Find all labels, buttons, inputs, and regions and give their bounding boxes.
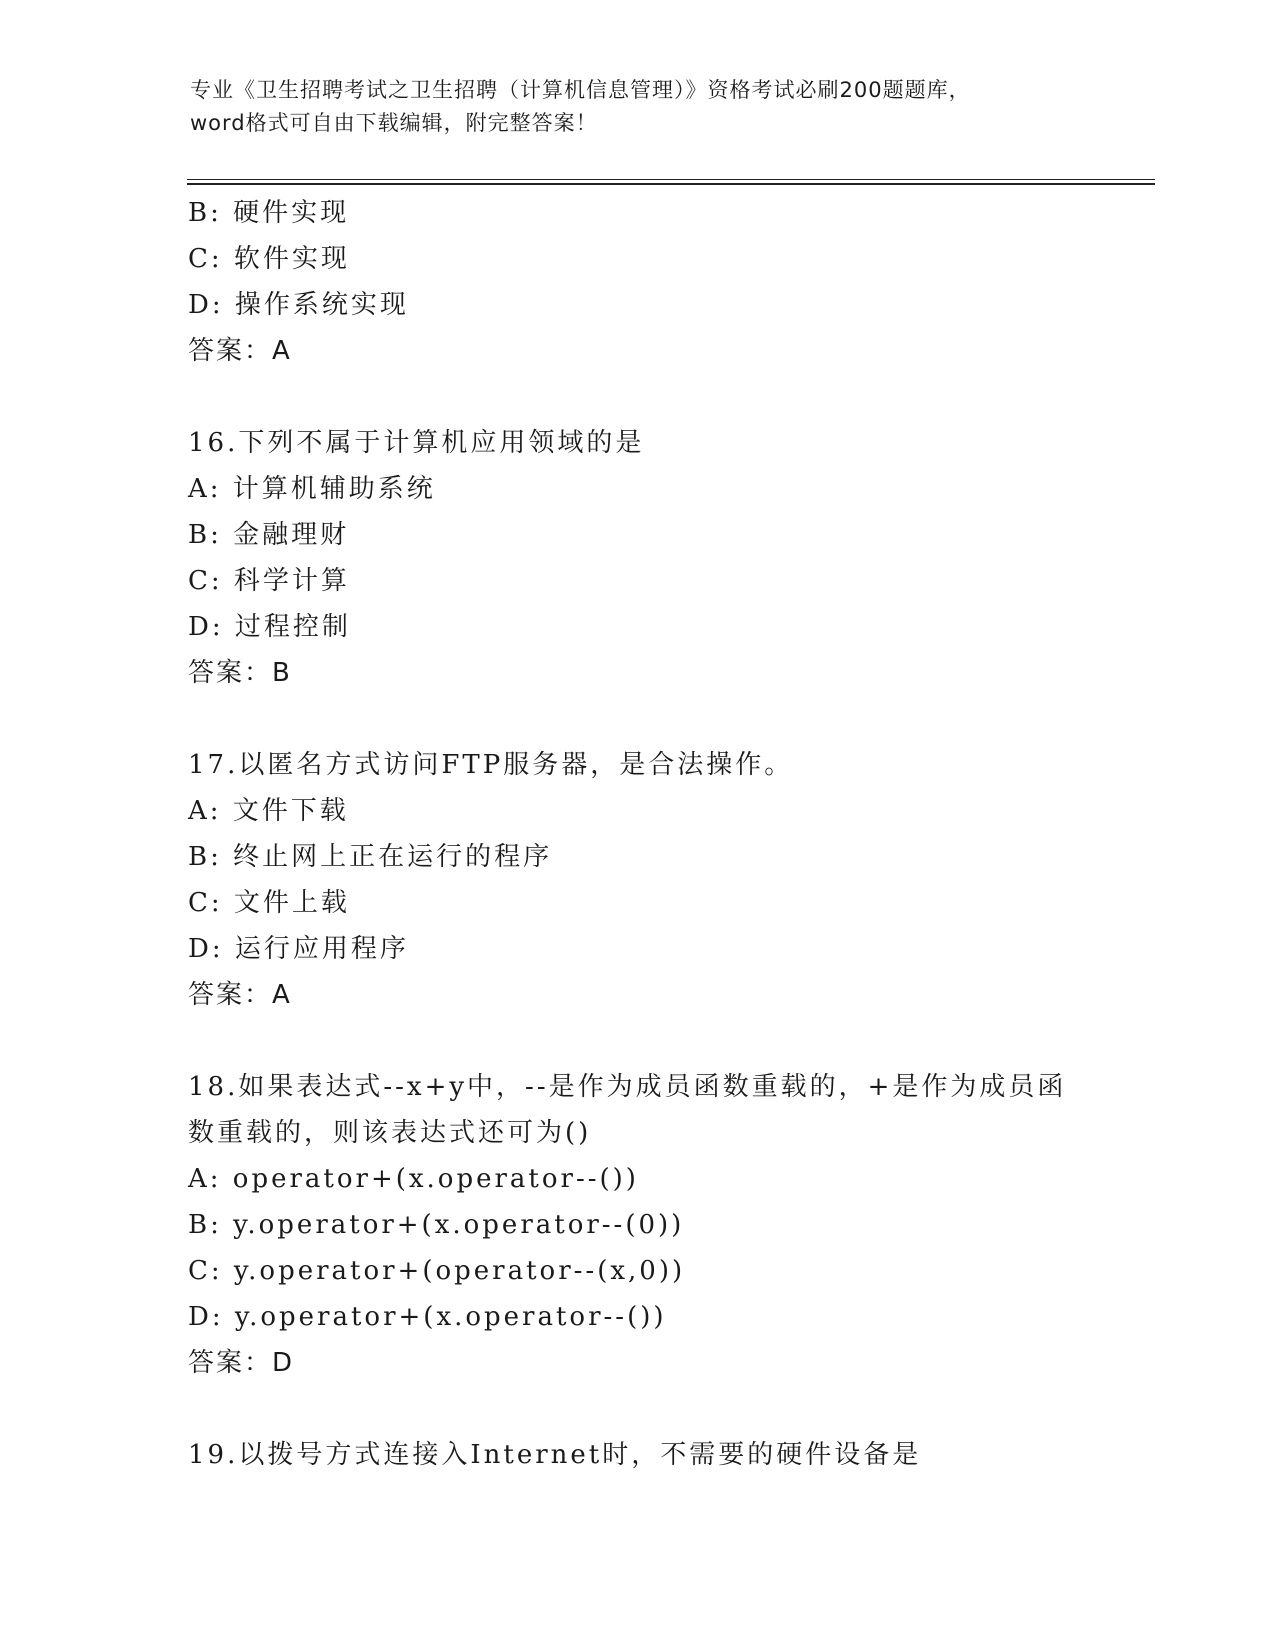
spacer: [188, 1018, 1088, 1064]
option-c: C: 文件上载: [188, 888, 350, 918]
option-d: D: 运行应用程序: [188, 934, 409, 964]
option-d: D: 过程控制: [188, 612, 351, 642]
option-a: A: 计算机辅助系统: [188, 474, 436, 504]
option-b: B: 硬件实现: [188, 198, 350, 228]
option-b: B: y.operator+(x.operator--(0)): [188, 1210, 685, 1240]
option-a: A: operator+(x.operator--()): [188, 1164, 639, 1194]
document-header: [190, 74, 1090, 140]
question-text: 17.以匿名方式访问FTP服务器，是合法操作。: [188, 750, 794, 780]
question-text: 16.下列不属于计算机应用领域的是: [188, 428, 645, 458]
spacer: [188, 374, 1088, 420]
question-17: [188, 742, 1088, 1018]
answer: 答案：A: [188, 336, 292, 366]
option-d: D: 操作系统实现: [188, 290, 409, 320]
option-c: C: 软件实现: [188, 244, 350, 274]
question-18: [188, 1064, 1088, 1386]
header-line-2: word格式可自由下载编辑，附完整答案！: [190, 111, 598, 135]
answer: 答案：A: [188, 980, 292, 1010]
question-fragment: [188, 190, 1088, 374]
option-b: B: 终止网上正在运行的程序: [188, 842, 553, 872]
question-19: [188, 1432, 1088, 1478]
header-rule-thick: [187, 183, 1155, 185]
option-a: A: 文件下载: [188, 796, 349, 826]
header-rule-thin: [187, 179, 1155, 180]
question-16: [188, 420, 1088, 696]
question-list: [188, 190, 1088, 1478]
spacer: [188, 1386, 1088, 1432]
answer: 答案：D: [188, 1348, 295, 1378]
question-text: 19.以拨号方式连接入Internet时，不需要的硬件设备是: [188, 1440, 922, 1470]
answer: 答案：B: [188, 658, 292, 688]
header-line-1: 专业《卫生招聘考试之卫生招聘（计算机信息管理）》资格考试必刷200题题库，: [190, 78, 971, 102]
option-d: D: y.operator+(x.operator--()): [188, 1302, 667, 1332]
spacer: [188, 696, 1088, 742]
option-c: C: y.operator+(operator--(x,0)): [188, 1256, 686, 1286]
option-b: B: 金融理财: [188, 520, 350, 550]
question-text: 18.如果表达式--x+y中，--是作为成员函数重载的，+是作为成员函数重载的，则该表达式还可为(): [188, 1072, 1067, 1148]
option-c: C: 科学计算: [188, 566, 350, 596]
